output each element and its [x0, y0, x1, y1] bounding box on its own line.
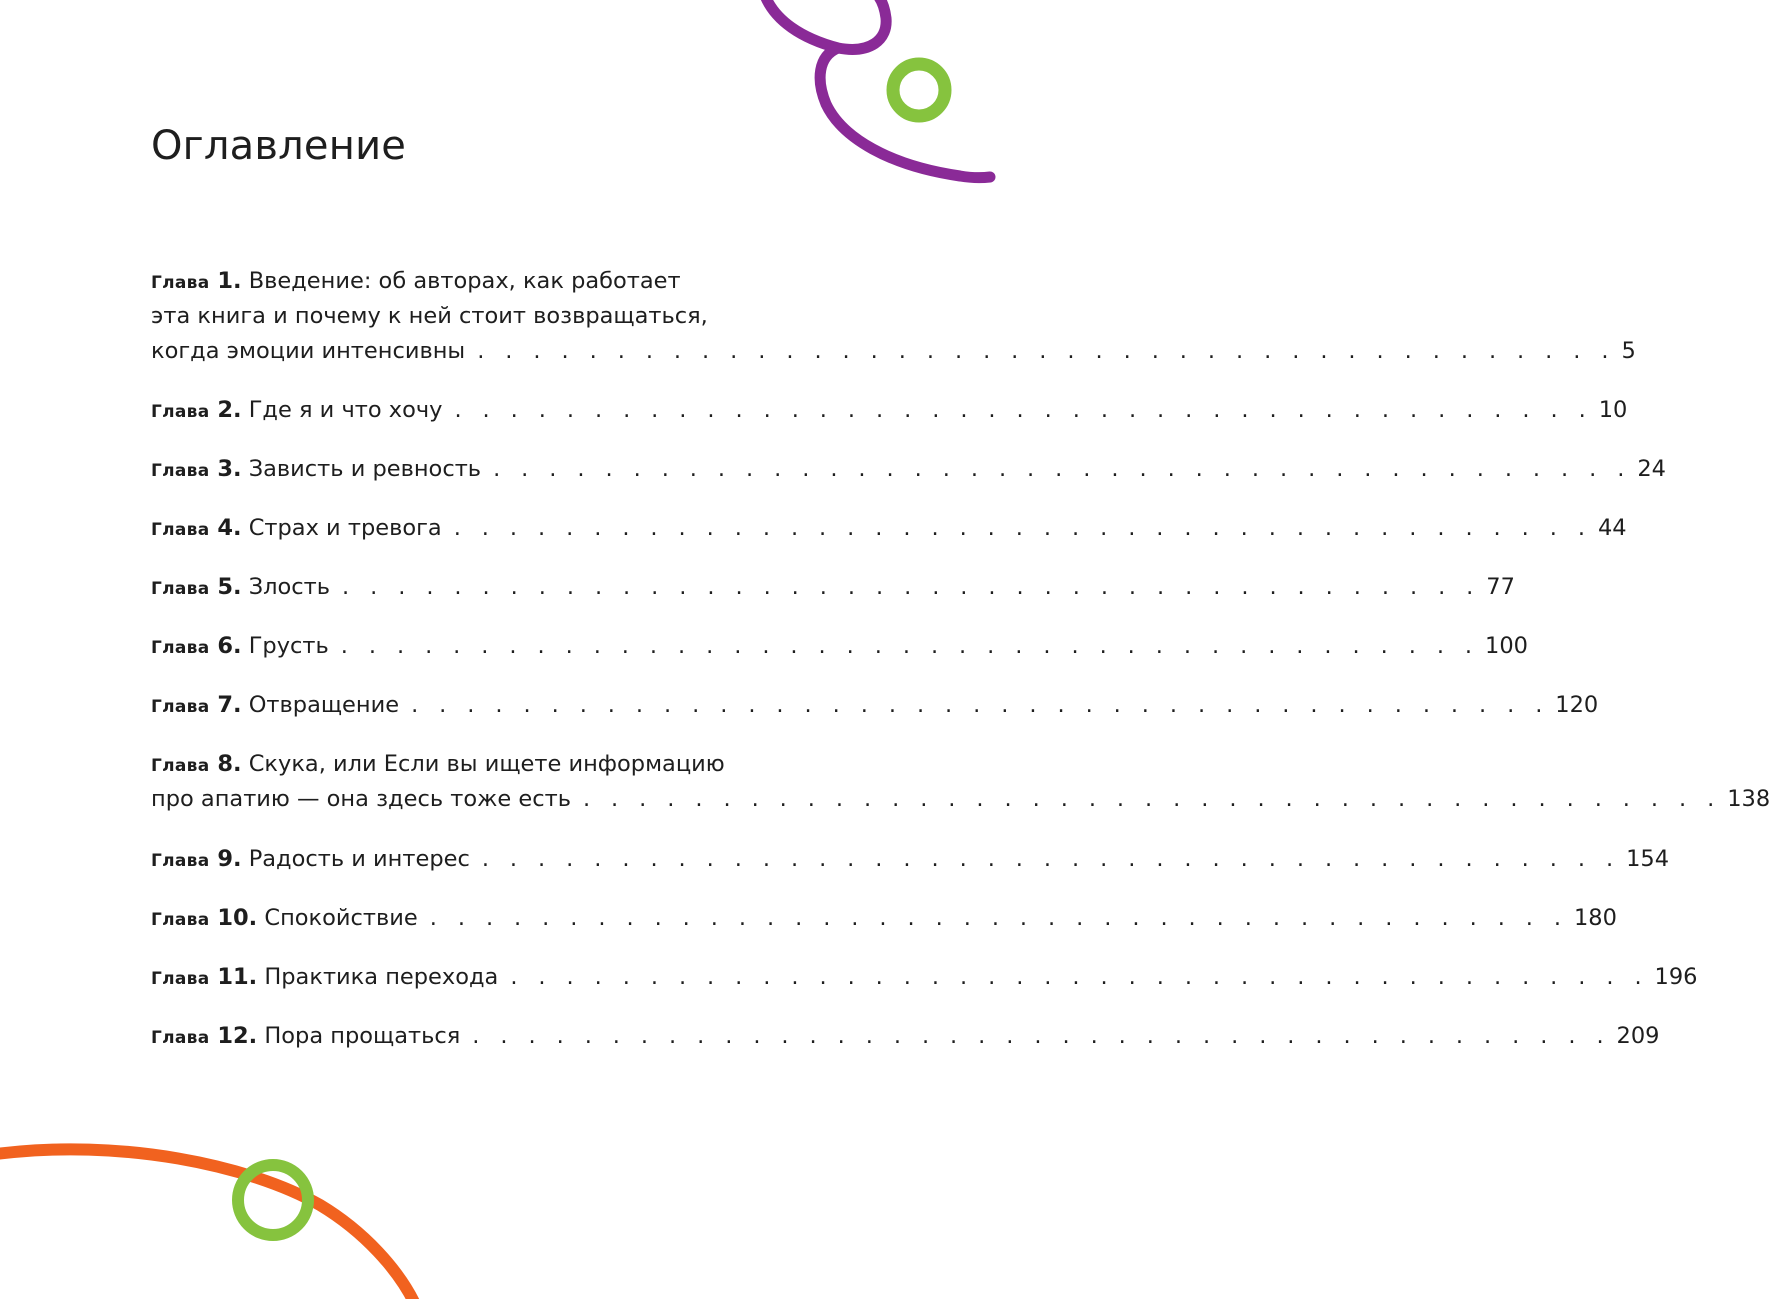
- dot-leader: . . . . . . . . . . . . . . . . . . . . . . . . . . . . . . . . . . . . . . . . .: [340, 633, 1479, 659]
- chapter-word: Глава: [151, 910, 210, 930]
- toc-text: [151, 751, 725, 777]
- toc-line: [151, 334, 1636, 369]
- chapter-label: [151, 846, 242, 872]
- chapter-title: Скука, или Если вы ищете информацию: [248, 751, 725, 777]
- chapter-word: Глава: [151, 969, 210, 989]
- toc-line: [151, 747, 822, 782]
- chapter-label: [151, 574, 242, 600]
- chapter-word: Глава: [151, 756, 210, 776]
- chapter-number: 4.: [217, 515, 242, 541]
- dot-leader: . . . . . . . . . . . . . . . . . . . . . . . . . . . . . . . . . . . . . . . . .: [481, 846, 1621, 872]
- chapter-title: Пора прощаться: [264, 1023, 461, 1049]
- chapter-label: [151, 515, 242, 541]
- toc-line: [151, 782, 1770, 817]
- chapter-number: 12.: [217, 1023, 258, 1049]
- dot-leader: . . . . . . . . . . . . . . . . . . . . . . . . . . . . . . . . . . . . . . . . .: [453, 515, 1592, 541]
- chapter-title: Страх и тревога: [248, 515, 442, 541]
- page-number: 77: [1486, 574, 1515, 600]
- chapter-number: 11.: [217, 964, 258, 990]
- toc-line: [151, 452, 1666, 487]
- chapter-word: Глава: [151, 461, 210, 481]
- chapter-label: [151, 633, 242, 659]
- dot-leader: . . . . . . . . . . . . . . . . . . . . . . . . . . . . . . . . . . . . . . . . .: [454, 397, 1593, 423]
- chapter-title: Грусть: [248, 633, 329, 659]
- toc-text: [151, 901, 418, 938]
- page-number: 180: [1573, 905, 1617, 931]
- chapter-number: 9.: [217, 846, 242, 872]
- chapter-title: Спокойствие: [264, 905, 418, 931]
- chapter-label: [151, 751, 242, 777]
- dot-leader: . . . . . . . . . . . . . . . . . . . . . . . . . . . . . . . . . . . . . . . . .: [510, 964, 1649, 990]
- dot-leader: . . . . . . . . . . . . . . . . . . . . . . . . . . . . . . . . . . . . . . . . .: [411, 692, 1550, 718]
- toc-text: [151, 393, 442, 430]
- chapter-title: Где я и что хочу: [248, 397, 443, 423]
- chapter-number: 2.: [217, 397, 242, 423]
- toc-text: [151, 688, 399, 725]
- toc-line: [151, 570, 1515, 605]
- chapter-title: Злость: [248, 574, 331, 600]
- page-number: 24: [1637, 456, 1666, 482]
- chapter-label: [151, 964, 257, 990]
- chapter-number: 10.: [217, 905, 258, 931]
- page-title: Оглавление: [151, 123, 407, 169]
- chapter-number: 8.: [217, 751, 242, 777]
- dot-leader: . . . . . . . . . . . . . . . . . . . . . . . . . . . . . . . . . . . . . . . . .: [429, 905, 1568, 931]
- dot-leader: . . . . . . . . . . . . . . . . . . . . . . . . . . . . . . . . . . . . . . . . .: [582, 786, 1722, 812]
- toc-line: [151, 688, 1599, 723]
- chapter-number: 1.: [217, 268, 242, 294]
- chapter-label: [151, 397, 242, 423]
- toc-text: [151, 570, 330, 607]
- page-number: 100: [1485, 633, 1528, 659]
- purple-swirl: [766, 0, 990, 178]
- toc-line: [151, 511, 1627, 546]
- page-number: 10: [1598, 397, 1628, 423]
- chapter-word: Глава: [151, 638, 210, 658]
- chapter-label: [151, 905, 257, 931]
- toc-text: [151, 452, 481, 489]
- chapter-label: [151, 456, 242, 482]
- chapter-title: Отвращение: [248, 692, 400, 718]
- page-number: 209: [1616, 1023, 1660, 1049]
- toc-line: [151, 842, 1670, 877]
- toc-text: [151, 629, 329, 666]
- toc-line: [151, 960, 1698, 995]
- chapter-label: [151, 692, 242, 718]
- chapter-title: Практика перехода: [264, 964, 499, 990]
- chapter-number: 6.: [217, 633, 242, 659]
- dot-leader: . . . . . . . . . . . . . . . . . . . . . . . . . . . . . . . . . . . . . . . . .: [342, 574, 1481, 600]
- chapter-word: Глава: [151, 1028, 210, 1048]
- page-number: 44: [1597, 515, 1627, 541]
- chapter-word: Глава: [151, 273, 210, 293]
- chapter-word: Глава: [151, 697, 210, 717]
- chapter-title: когда эмоции интенсивны: [151, 338, 466, 364]
- toc-line: [151, 901, 1617, 936]
- toc-text: [151, 782, 571, 817]
- toc-line: [151, 629, 1528, 664]
- chapter-title: Введение: об авторах, как работает: [248, 268, 681, 294]
- toc-line: [151, 264, 822, 299]
- toc-text: [151, 960, 498, 997]
- chapter-title: Радость и интерес: [248, 846, 470, 872]
- green-ring-top: [893, 64, 945, 116]
- page-number: 120: [1555, 692, 1599, 718]
- chapter-word: Глава: [151, 520, 210, 540]
- toc-text: [151, 334, 465, 369]
- chapter-title: эта книга и почему к ней стоит возвращаться,: [151, 303, 708, 329]
- page-number: 138: [1727, 786, 1770, 812]
- orange-arc: [0, 1149, 414, 1299]
- chapter-title: про апатию — она здесь тоже есть: [151, 786, 571, 812]
- chapter-number: 7.: [217, 692, 242, 718]
- toc-text: [151, 303, 708, 329]
- dot-leader: . . . . . . . . . . . . . . . . . . . . . . . . . . . . . . . . . . . . . . . . .: [493, 456, 1632, 482]
- chapter-word: Глава: [151, 402, 210, 422]
- chapter-word: Глава: [151, 579, 210, 599]
- page-number: 196: [1654, 964, 1698, 990]
- toc-line: [151, 393, 1628, 428]
- chapter-number: 5.: [217, 574, 242, 600]
- chapter-word: Глава: [151, 851, 210, 871]
- dot-leader: . . . . . . . . . . . . . . . . . . . . . . . . . . . . . . . . . . . . . . . . .: [472, 1023, 1611, 1049]
- toc-text: [151, 268, 681, 294]
- page-number: 154: [1626, 846, 1670, 872]
- chapter-number: 3.: [217, 456, 242, 482]
- chapter-label: [151, 1023, 257, 1049]
- page-number: 5: [1621, 338, 1636, 364]
- toc-line: [151, 1019, 1660, 1054]
- chapter-title: Зависть и ревность: [248, 456, 482, 482]
- toc-text: [151, 842, 470, 879]
- toc-text: [151, 1019, 460, 1056]
- toc-text: [151, 511, 442, 548]
- toc-line: [151, 299, 822, 334]
- dot-leader: . . . . . . . . . . . . . . . . . . . . . . . . . . . . . . . . . . . . . . . . .: [477, 338, 1616, 364]
- chapter-label: [151, 268, 242, 294]
